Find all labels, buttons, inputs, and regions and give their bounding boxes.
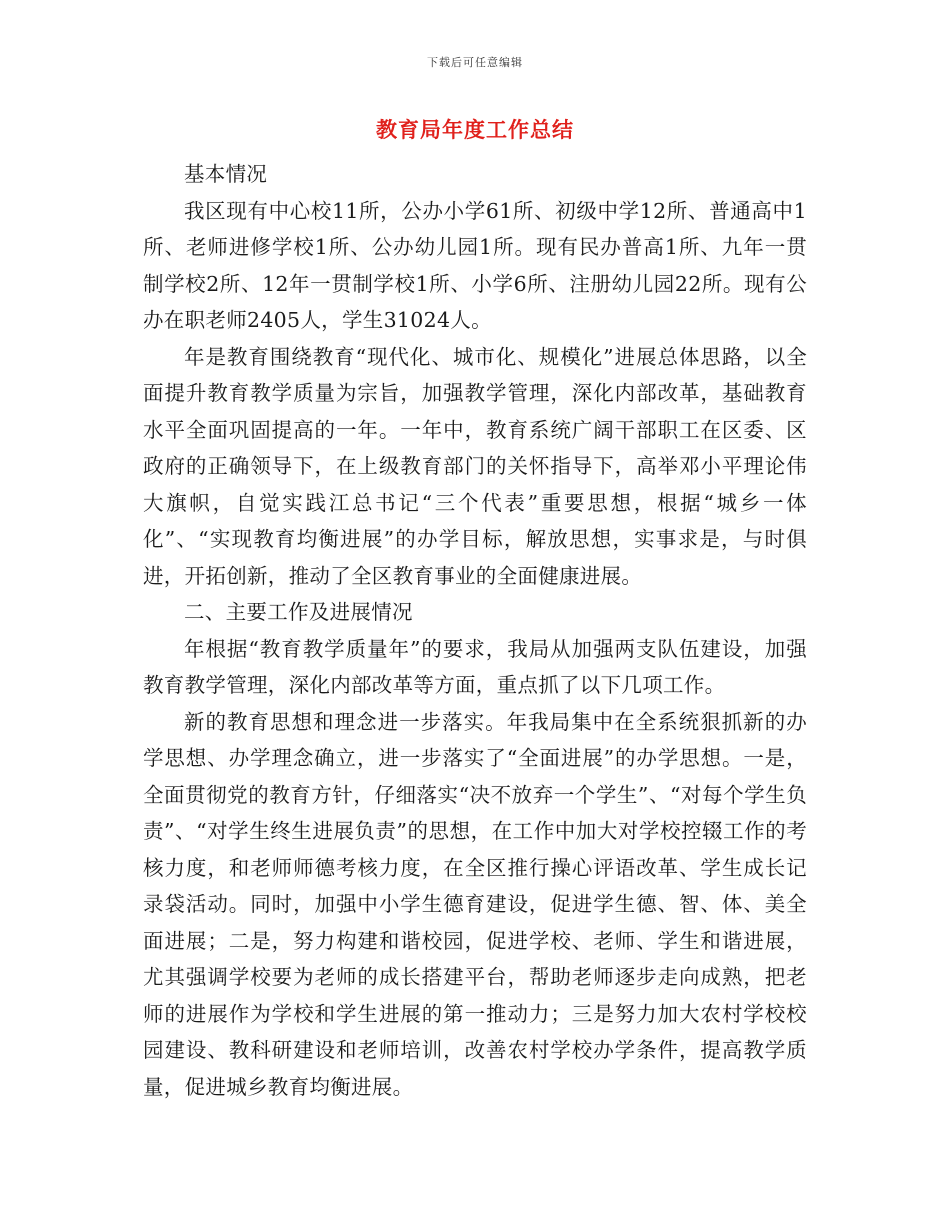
paragraph-year-overview: 年是教育围绕教育“现代化、城市化、规模化”进展总体思路，以全面提升教育教学质量为宗旨，加强教学管理，深化内部改革，基础教育水平全面巩固提高的一年。一年中，教育系统广阔干部职工在区委、区政府的正确领导下，在上级教育部门的关怀指导下，高举邓小平理论伟大旗帜，自觉实践江总书记“三个代表”重要思想，根据“城乡一体化”、“实现教育均衡进展”的办学目标，解放思想，实事求是，与时俱进，开拓创新，推动了全区教育事业的全面健康进展。 (143, 344, 807, 588)
document-title: 教育局年度工作总结 (376, 117, 574, 142)
paragraph-school-statistics: 我区现有中心校11所，公办小学61所、初级中学12所、普通高中1所、老师进修学校1所、公办幼儿园1所。现有民办普高1所、九年一贯制学校2所、12年一贯制学校1所、小学6所、注册幼儿园22所。现有公办在职老师2405人，学生31024人。 (143, 198, 807, 332)
header-note: 下载后可任意编辑 (427, 56, 523, 69)
paragraph-education-philosophy: 新的教育思想和理念进一步落实。年我局集中在全系统狠抓新的办学思想、办学理念确立，进一步落实了“全面进展”的办学思想。一是，全面贯彻党的教育方针，仔细落实“决不放弃一个学生”、“对每个学生负责”、“对学生终生进展负责”的思想，在工作中加大对学校控辍工作的考核力度，和老师师德考核力度，在全区推行操心评语改革、学生成长记录袋活动。同时，加强中小学生德育建设，促进学生德、智、体、美全面进展；二是，努力构建和谐校园，促进学校、老师、学生和谐进展，尤其强调学校要为老师的成长搭建平台，帮助老师逐步走向成熟，把老师的进展作为学校和学生进展的第一推动力；三是努力加大农村学校校园建设、教科研建设和老师培训，改善农村学校办学条件，提高教学质量，促进城乡教育均衡进展。 (143, 709, 807, 1099)
paragraph-main-work-heading: 二、主要工作及进展情况 (184, 600, 413, 624)
document-body (143, 156, 807, 1105)
paragraph-quality-year: 年根据“教育教学质量年”的要求，我局从加强两支队伍建设，加强教育教学管理，深化内部改革等方面，重点抓了以下几项工作。 (143, 636, 807, 697)
paragraph-basic-situation-heading: 基本情况 (184, 162, 268, 186)
